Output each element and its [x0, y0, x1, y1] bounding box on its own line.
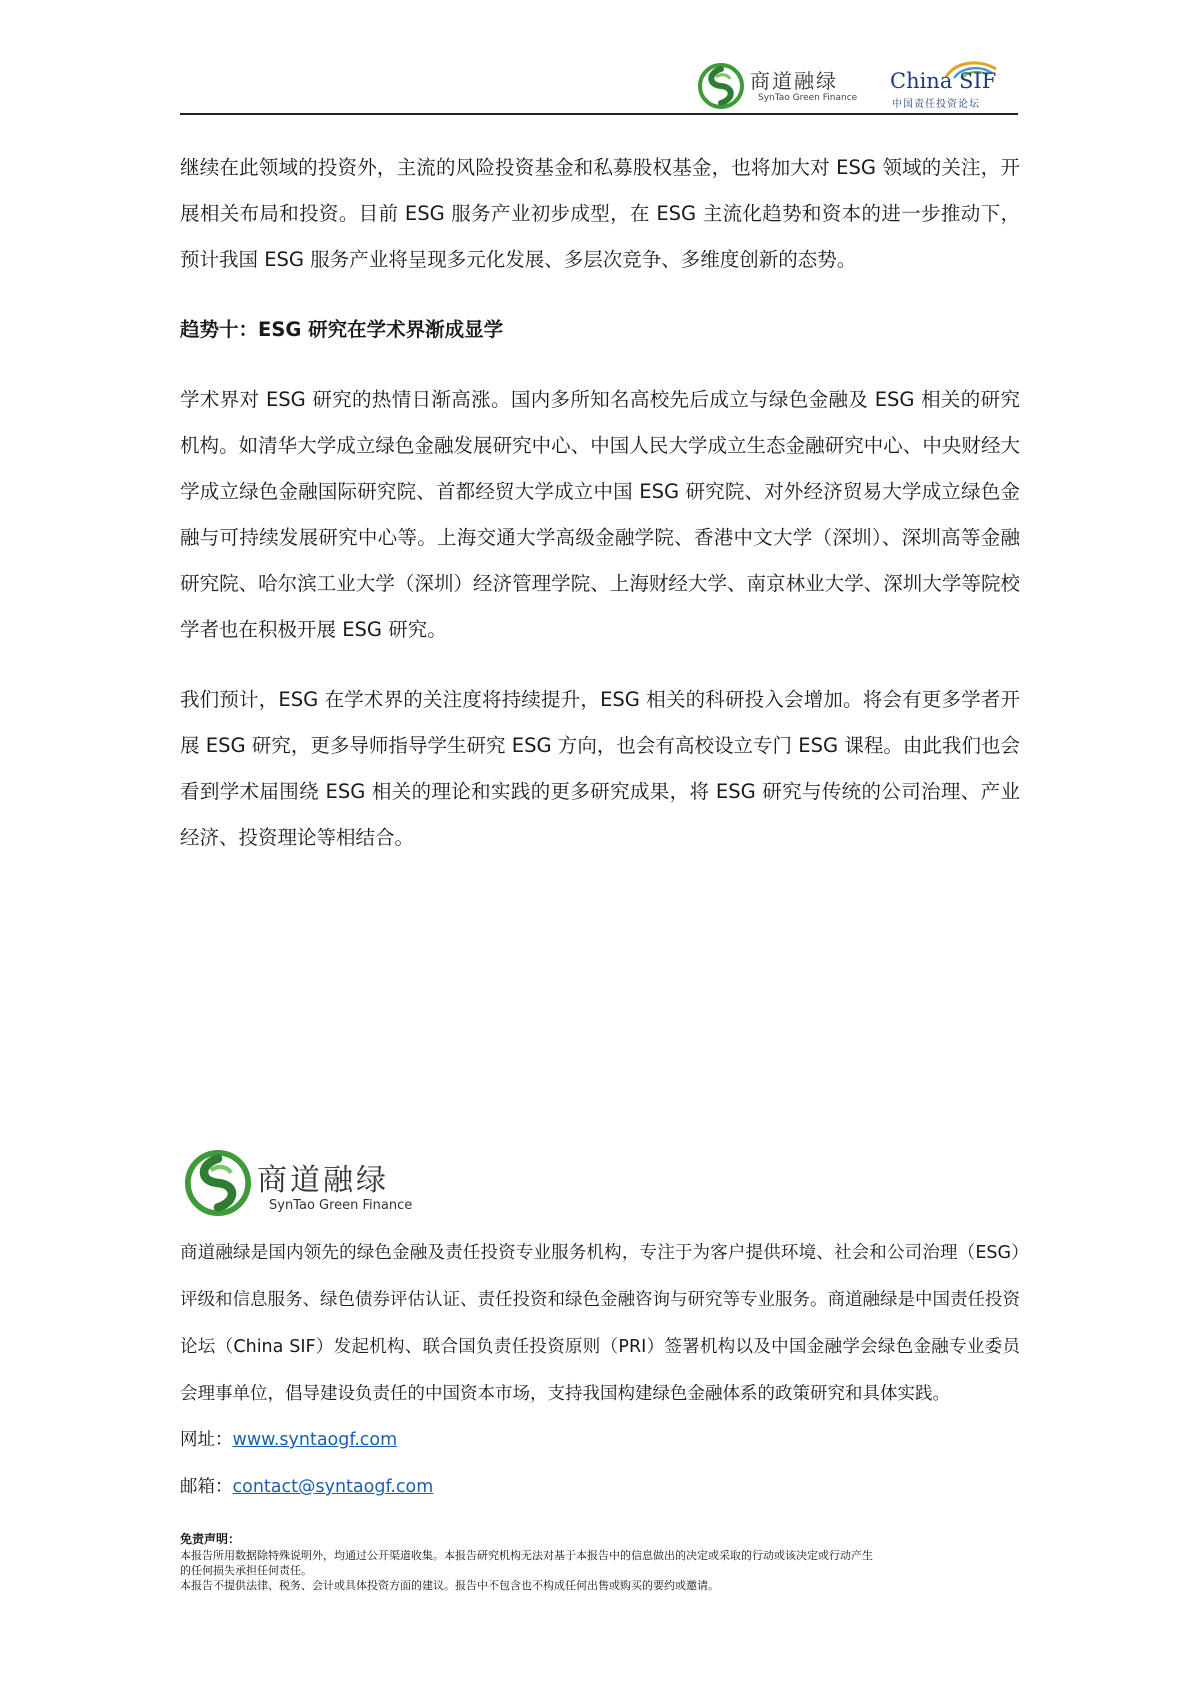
disclaimer	[180, 1532, 1020, 1593]
syntao-leaf-icon	[698, 63, 744, 109]
about-text: 商道融绿是国内领先的绿色金融及责任投资专业服务机构，专注于为客户提供环境、社会和公司治理（ESG）评级和信息服务、绿色债券评估认证、责任投资和绿色金融咨询与研究等专业服务。商道融绿是中国责任投资论坛（China SIF）发起机构、联合国负责任投资原则（PRI）签署机构以及中国金融学会绿色金融专业委员会理事单位，倡导建设负责任的中国资本市场，支持我国构建绿色金融体系的政策研究和具体实践。	[180, 1243, 1020, 1404]
disclaimer-line-2: 的任何损失承担任何责任。	[180, 1564, 312, 1577]
section-heading: 趋势十：ESG 研究在学术界渐成显学	[180, 318, 504, 341]
sif-name: China SIF	[890, 69, 997, 93]
disclaimer-title: 免责声明：	[180, 1532, 241, 1546]
email-label: 邮箱：	[180, 1477, 233, 1497]
footer-logo-cn: 商道融绿	[257, 1163, 389, 1198]
email-line	[180, 1473, 433, 1498]
website-label: 网址：	[180, 1430, 233, 1450]
body-paragraph-2: 学术界对 ESG 研究的热情日渐高涨。国内多所知名高校先后成立与绿色金融及 ESG 相关的研究机构。如清华大学成立绿色金融发展研究中心、中国人民大学成立生态金融研究中心、中央财经大学成立绿色金融国际研究院、首都经贸大学成立中国 ESG 研究院、对外经济贸易大学成立绿色金融与可持续发展研究中心等。上海交通大学高级金融学院、香港中文大学（深圳）、深圳高等金融研究院、哈尔滨工业大学（深圳）经济管理学院、上海财经大学、南京林业大学、深圳大学等院校学者也在积极开展 ESG 研究。	[180, 388, 1020, 641]
body-paragraph-1: 继续在此领域的投资外，主流的风险投资基金和私募股权基金，也将加大对 ESG 领域的关注，开展相关布局和投资。目前 ESG 服务产业初步成型，在 ESG 主流化趋势和资本的进一步推动下，预计我国 ESG 服务产业将呈现多元化发展、多层次竞争、多维度创新的态势。	[180, 156, 1020, 271]
website-link[interactable]: www.syntaogf.com	[232, 1430, 398, 1450]
footer-logo-en: SynTao Green Finance	[269, 1198, 413, 1213]
syntao-leaf-icon	[185, 1150, 251, 1216]
email-link[interactable]: contact@syntaogf.com	[232, 1477, 434, 1497]
header-logo-cn: 商道融绿	[750, 69, 838, 93]
page-header	[180, 55, 1018, 115]
china-sif-logo	[890, 57, 1006, 109]
syntao-header-logo	[698, 63, 868, 109]
disclaimer-line-3: 本报告不提供法律、税务、会计或具体投资方面的建议。报告中不包含也不构成任何出售或购买的要约或邀请。	[180, 1579, 719, 1592]
header-logo-en: SynTao Green Finance	[758, 93, 858, 103]
disclaimer-line-1: 本报告所用数据除特殊说明外，均通过公开渠道收集。本报告研究机构无法对基于本报告中的信息做出的决定或采取的行动或该决定或行动产生	[180, 1549, 873, 1562]
main-content	[180, 145, 1020, 885]
body-paragraph-3: 我们预计，ESG 在学术界的关注度将持续提升，ESG 相关的科研投入会增加。将会有更多学者开展 ESG 研究，更多导师指导学生研究 ESG 方向，也会有高校设立专门 ESG 课程。由此我们也会看到学术届围绕 ESG 相关的理论和实践的更多研究成果，将 ESG 研究与传统的公司治理、产业经济、投资理论等相结合。	[180, 688, 1020, 849]
syntao-footer-logo	[185, 1150, 445, 1220]
sif-subtitle: 中国责任投资论坛	[892, 99, 980, 110]
website-line	[180, 1426, 397, 1451]
